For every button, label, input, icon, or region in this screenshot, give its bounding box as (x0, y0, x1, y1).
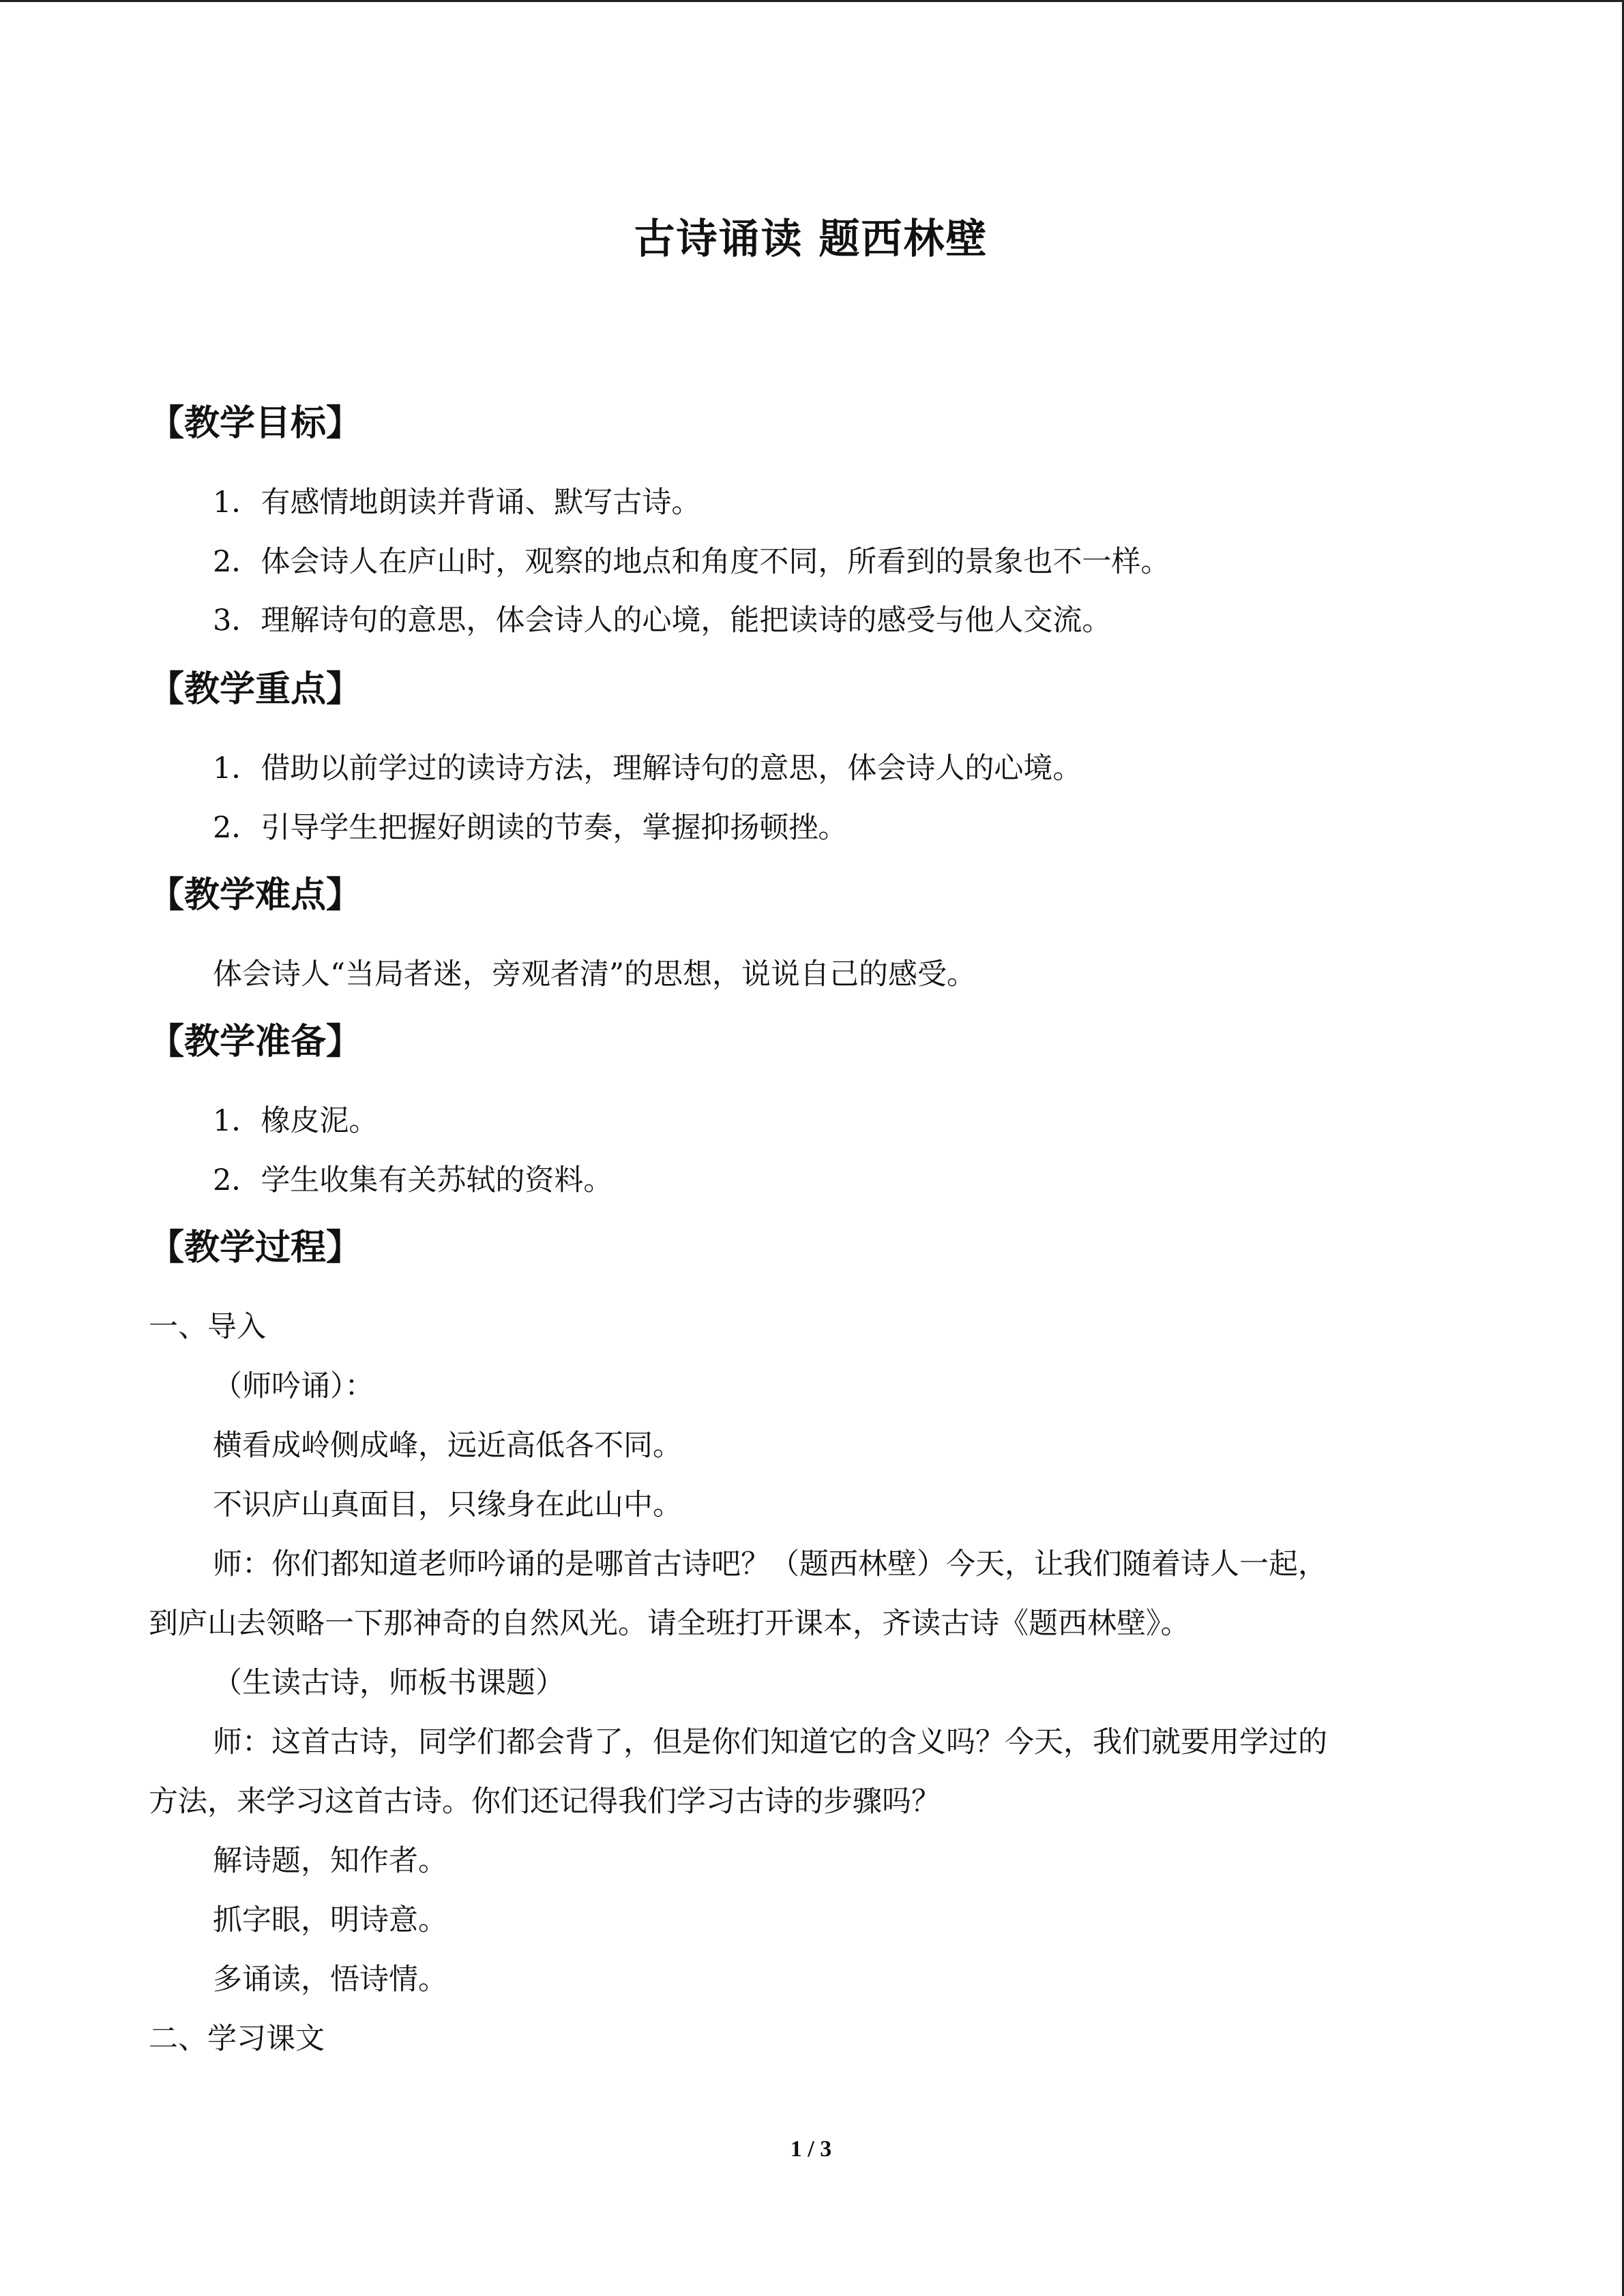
process-line-1: 一、导入 (149, 1310, 266, 1344)
process-line-11: 抓字眼，明诗意。 (213, 1903, 447, 1937)
section-heading-process: 【教学过程】 (149, 1227, 362, 1268)
preparation-item-1: 1．橡皮泥。 (213, 1104, 379, 1138)
goal-item-3: 3．理解诗句的意思，体会诗人的心境，能把读诗的感受与他人交流。 (213, 603, 1112, 638)
key-point-item-2: 2．引导学生把握好朗读的节奏，掌握抑扬顿挫。 (213, 811, 848, 845)
page-number: 1 / 3 (790, 2136, 832, 2162)
process-line-12: 多诵读，悟诗情。 (213, 1963, 447, 1997)
section-heading-preparation: 【教学准备】 (149, 1022, 362, 1062)
difficulty-item-1: 体会诗人“当局者迷，旁观者清”的思想，说说自己的感受。 (213, 957, 976, 992)
process-line-9: 方法，来学习这首古诗。你们还记得我们学习古诗的步骤吗？ (149, 1785, 941, 1819)
process-line-5: 师：你们都知道老师吟诵的是哪首古诗吧？（题西林壁）今天，让我们随着诗人一起， (213, 1547, 1327, 1581)
key-point-item-1: 1．借助以前学过的读诗方法，理解诗句的意思，体会诗人的心境。 (213, 751, 1082, 786)
preparation-item-2: 2．学生收集有关苏轼的资料。 (213, 1163, 613, 1197)
section-heading-key-points: 【教学重点】 (149, 669, 362, 710)
process-line-3: 横看成岭侧成峰，远近高低各不同。 (213, 1429, 682, 1463)
process-line-4: 不识庐山真面目，只缘身在此山中。 (213, 1488, 682, 1522)
process-line-7: （生读古诗，师板书课题） (213, 1666, 565, 1700)
process-line-10: 解诗题，知作者。 (213, 1844, 447, 1878)
process-line-13: 二、学习课文 (149, 2022, 325, 2056)
goal-item-2: 2．体会诗人在庐山时，观察的地点和角度不同，所看到的景象也不一样。 (213, 545, 1170, 579)
section-heading-difficulties: 【教学难点】 (149, 875, 362, 916)
page-title: 古诗诵读 题西林壁 (634, 215, 988, 263)
process-line-2: （师吟诵）： (213, 1369, 374, 1403)
process-line-6: 到庐山去领略一下那神奇的自然风光。请全班打开课本，齐读古诗《题西林壁》。 (149, 1607, 1190, 1641)
goal-item-1: 1．有感情地朗读并背诵、默写古诗。 (213, 486, 701, 520)
process-line-8: 师：这首古诗，同学们都会背了，但是你们知道它的含义吗？今天，我们就要用学过的 (213, 1725, 1327, 1759)
section-heading-goals: 【教学目标】 (149, 403, 362, 444)
